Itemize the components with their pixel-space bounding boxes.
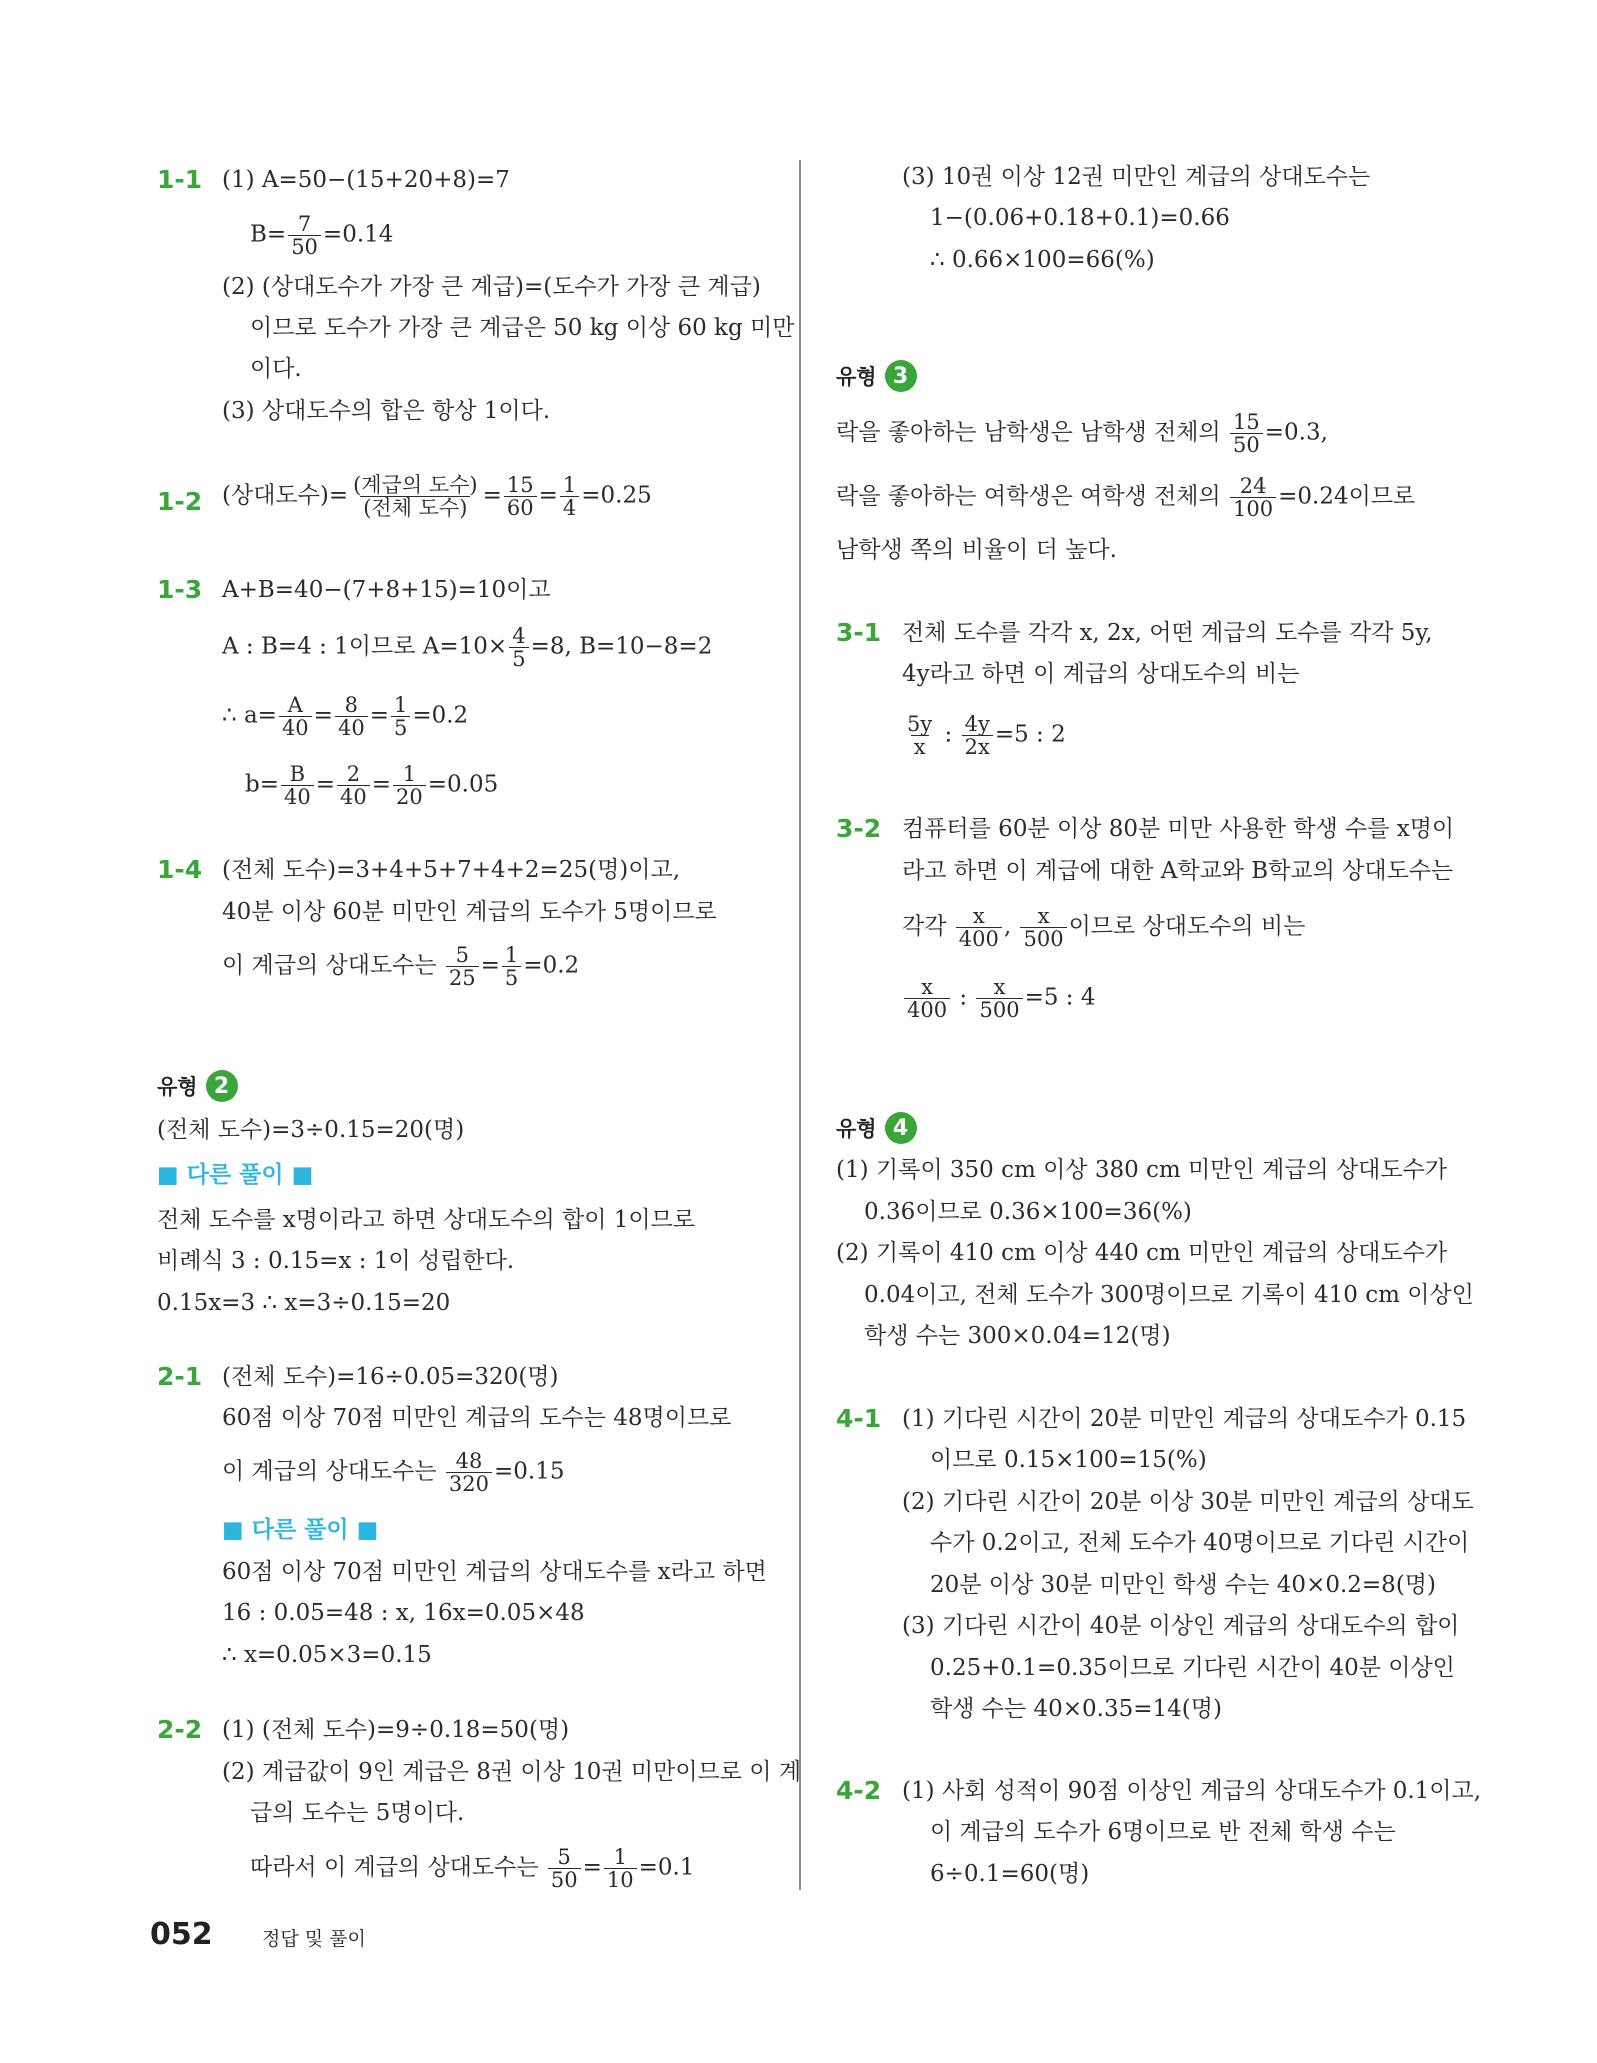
problem-number: 3-1	[836, 618, 882, 647]
formula-line	[836, 411, 1328, 456]
text: =0.1	[638, 1854, 695, 1881]
text-line: 0.15x=3 ∴ x=3÷0.15=20	[157, 1290, 451, 1316]
type-number-badge: 2	[206, 1070, 238, 1102]
text: (상대도수)=	[222, 482, 349, 509]
numerator: 1	[393, 693, 408, 717]
formula-line	[222, 625, 712, 670]
text: =0.2	[412, 702, 469, 729]
text: 이므로 상대도수의 비는	[1068, 913, 1306, 940]
text-line: 1−(0.06+0.18+0.1)=0.66	[930, 205, 1230, 231]
text: =	[582, 1854, 602, 1881]
denominator: 2x	[962, 735, 993, 758]
text-line: 남학생 쪽의 비율이 더 높다.	[836, 537, 1117, 563]
denominator: 40	[335, 716, 368, 739]
denominator: 40	[281, 785, 314, 808]
numerator: 2	[346, 762, 361, 786]
fraction	[446, 944, 479, 989]
numerator: 4y	[964, 712, 990, 736]
text: =0.25	[581, 482, 652, 509]
text-line: 이므로 0.15×100=15(%)	[930, 1447, 1207, 1473]
denominator: 25	[446, 966, 479, 989]
fraction	[391, 694, 410, 739]
numerator: B	[289, 762, 306, 786]
denominator: 50	[288, 235, 321, 258]
fraction	[904, 713, 935, 758]
problem-number: 2-1	[157, 1362, 203, 1391]
fraction	[446, 1450, 492, 1495]
denominator: 40	[337, 785, 370, 808]
fraction	[976, 976, 1022, 1021]
text-line: (3) 10권 이상 12권 미만인 계급의 상대도수는	[902, 164, 1371, 190]
text: B=	[250, 221, 287, 248]
numerator: 1	[504, 943, 519, 967]
numerator: x	[921, 975, 933, 999]
text: =0.15	[494, 1458, 565, 1485]
text-line: (전체 도수)=3+4+5+7+4+2=25(명)이고,	[222, 857, 681, 883]
text-line: 20분 이상 30분 미만인 학생 수는 40×0.2=8(명)	[930, 1572, 1436, 1598]
fraction	[337, 763, 370, 808]
problem-number: 3-2	[836, 814, 882, 843]
denominator: 5	[509, 647, 528, 670]
text: 이 계급의 상대도수는	[222, 952, 444, 979]
text-line: 60점 이상 70점 미만인 계급의 상대도수를 x라고 하면	[222, 1559, 767, 1585]
fraction	[560, 474, 579, 519]
text: 락을 좋아하는 여학생은 여학생 전체의	[836, 483, 1229, 510]
fraction	[1230, 411, 1263, 456]
fraction	[1020, 905, 1066, 950]
problem-number: 4-2	[836, 1776, 882, 1805]
denominator: x	[911, 735, 929, 758]
numerator: 8	[344, 693, 358, 717]
text-line: (2) 기록이 410 cm 이상 440 cm 미만인 계급의 상대도수가	[836, 1240, 1448, 1266]
type-heading	[836, 1112, 917, 1144]
text-line: 학생 수는 300×0.04=12(명)	[864, 1323, 1171, 1349]
fraction	[962, 713, 993, 758]
text-line: (1) 기다린 시간이 20분 미만인 계급의 상대도수가 0.15	[902, 1406, 1467, 1432]
text-line: 수가 0.2이고, 전체 도수가 40명이므로 기다린 시간이	[930, 1530, 1470, 1556]
denominator: 5	[502, 966, 521, 989]
text-line: 60점 이상 70점 미만인 계급의 도수는 48명이므로	[222, 1405, 732, 1431]
text: ,	[1003, 913, 1019, 940]
problem-number: 1-3	[157, 575, 203, 604]
problem-number: 1-4	[157, 855, 203, 884]
text-line: 0.04이고, 전체 도수가 300명이므로 기록이 410 cm 이상인	[864, 1282, 1474, 1308]
text: =	[369, 702, 389, 729]
type-label: 유형	[836, 365, 877, 389]
fraction	[288, 213, 321, 258]
denominator: 20	[393, 785, 426, 808]
denominator: 5	[391, 716, 410, 739]
numerator: x	[1037, 904, 1050, 928]
text: 따라서 이 계급의 상대도수는	[250, 1854, 546, 1881]
numerator: (계급의 도수)	[353, 473, 478, 497]
numerator: 24	[1239, 474, 1267, 498]
text-line: 6÷0.1=60(명)	[930, 1861, 1090, 1887]
numerator: A	[287, 693, 303, 717]
formula-line	[245, 763, 498, 808]
text-line: 이므로 도수가 가장 큰 계급은 50 kg 이상 60 kg 미만	[250, 315, 795, 341]
formula-line	[902, 713, 1066, 758]
numerator: x	[972, 904, 985, 928]
numerator: 15	[1233, 410, 1260, 434]
denominator: 40	[279, 716, 312, 739]
numerator: 1	[613, 1845, 627, 1869]
fraction	[350, 474, 481, 519]
denominator: 400	[904, 998, 950, 1021]
fraction	[956, 905, 1002, 950]
fraction	[502, 944, 521, 989]
text: 이 계급의 상대도수는	[222, 1458, 444, 1485]
text: =	[315, 771, 336, 798]
text-line: 라고 하면 이 계급에 대한 A학교와 B학교의 상대도수는	[902, 858, 1454, 884]
formula-line	[902, 976, 1095, 1021]
text-line: 16 : 0.05=48 : x, 16x=0.05×48	[222, 1600, 585, 1626]
fraction	[393, 763, 426, 808]
text-line: 컴퓨터를 60분 이상 80분 미만 사용한 학생 수를 x명이	[902, 816, 1455, 842]
text-line: (전체 도수)=3÷0.15=20(명)	[157, 1117, 465, 1143]
text-line: 0.36이므로 0.36×100=36(%)	[864, 1199, 1192, 1225]
text: =0.24이므로	[1278, 483, 1416, 510]
denominator: 60	[504, 496, 537, 519]
text-line: (1) (전체 도수)=9÷0.18=50(명)	[222, 1717, 570, 1743]
numerator: 4	[512, 624, 526, 648]
denominator: 100	[1230, 497, 1276, 520]
text-line: 전체 도수를 x명이라고 하면 상대도수의 합이 1이므로	[157, 1207, 696, 1233]
denominator: 320	[446, 1472, 492, 1495]
text-line: 4y라고 하면 이 계급의 상대도수의 비는	[902, 661, 1300, 687]
alt-solution-heading: ■ 다른 풀이 ■	[222, 1517, 379, 1543]
denominator: 400	[956, 927, 1002, 950]
text-line: 급의 도수는 5명이다.	[250, 1800, 465, 1826]
text: ∴ a=	[222, 702, 277, 729]
fraction	[604, 1846, 637, 1891]
text-line: (2) 기다린 시간이 20분 이상 30분 미만인 계급의 상대도	[902, 1489, 1474, 1515]
text-line: (전체 도수)=16÷0.05=320(명)	[222, 1364, 559, 1390]
denominator: (전체 도수)	[360, 496, 470, 519]
page-number: 052	[150, 1917, 213, 1952]
fraction	[548, 1846, 581, 1891]
text-line: 40분 이상 60분 미만인 계급의 도수가 5명이므로	[222, 899, 717, 925]
numerator: 7	[297, 212, 312, 236]
alt-solution-heading: ■ 다른 풀이 ■	[157, 1162, 314, 1188]
text: =	[371, 771, 392, 798]
text-line: A+B=40−(7+8+15)=10이고	[222, 577, 551, 603]
numerator: 1	[402, 762, 417, 786]
formula-line	[222, 694, 468, 739]
text-line: (1) 사회 성적이 90점 이상인 계급의 상대도수가 0.1이고,	[902, 1778, 1482, 1804]
type-label: 유형	[157, 1075, 198, 1099]
type-heading	[836, 360, 917, 392]
text: =0.14	[322, 221, 394, 248]
text-line: (1) A=50−(15+20+8)=7	[222, 167, 510, 193]
column-divider	[799, 160, 801, 1890]
text: 락을 좋아하는 남학생은 남학생 전체의	[836, 419, 1229, 446]
text: =5 : 4	[1024, 984, 1096, 1011]
numerator: 1	[562, 473, 577, 497]
text-line: 이 계급의 도수가 6명이므로 반 전체 학생 수는	[930, 1819, 1396, 1845]
type-heading	[157, 1070, 238, 1102]
text: 각각	[902, 913, 954, 940]
text: =	[538, 482, 558, 509]
text-line: (1) 기록이 350 cm 이상 380 cm 미만인 계급의 상대도수가	[836, 1157, 1448, 1183]
formula-line	[222, 474, 652, 519]
fraction	[1230, 475, 1276, 520]
denominator: 10	[604, 1868, 637, 1891]
text-line: (3) 기다린 시간이 40분 이상인 계급의 상대도수의 합이	[902, 1613, 1460, 1639]
text-line: (2) (상대도수가 가장 큰 계급)=(도수가 가장 큰 계급)	[222, 274, 761, 300]
fraction	[335, 694, 368, 739]
text-line: (2) 계급값이 9인 계급은 8권 이상 10권 미만이므로 이 계	[222, 1759, 802, 1785]
text-line: (3) 상대도수의 합은 항상 1이다.	[222, 398, 551, 424]
numerator: 48	[455, 1449, 483, 1473]
type-number-badge: 3	[885, 360, 917, 392]
problem-number: 2-2	[157, 1715, 203, 1744]
fraction	[509, 625, 528, 670]
text: b=	[245, 771, 279, 798]
fraction	[504, 474, 537, 519]
text: :	[952, 984, 975, 1011]
problem-number: 4-1	[836, 1404, 882, 1433]
denominator: 500	[1020, 927, 1066, 950]
type-number-badge: 4	[885, 1112, 917, 1144]
formula-line	[836, 475, 1415, 520]
text: =8, B=10−8=2	[530, 633, 713, 660]
problem-number: 1-2	[157, 487, 203, 516]
text: =0.05	[427, 771, 499, 798]
numerator: 5y	[907, 712, 933, 736]
text: =	[313, 702, 333, 729]
page-footer-label: 정답 및 풀이	[262, 1928, 366, 1950]
text: =	[480, 952, 500, 979]
formula-line	[250, 1846, 694, 1891]
numerator: 5	[557, 1845, 571, 1869]
denominator: 500	[976, 998, 1022, 1021]
problem-number: 1-1	[157, 165, 203, 194]
text-line: ∴ x=0.05×3=0.15	[222, 1642, 432, 1668]
text: =5 : 2	[994, 721, 1066, 748]
text: =	[482, 482, 502, 509]
text-line: 학생 수는 40×0.35=14(명)	[930, 1696, 1222, 1722]
denominator: 50	[1230, 433, 1263, 456]
formula-line	[250, 213, 393, 258]
denominator: 50	[548, 1868, 581, 1891]
fraction	[279, 694, 312, 739]
text-line: 이다.	[250, 356, 302, 382]
numerator: x	[993, 975, 1006, 999]
text: :	[937, 721, 960, 748]
text-line: ∴ 0.66×100=66(%)	[930, 247, 1155, 273]
numerator: 5	[455, 943, 469, 967]
type-label: 유형	[836, 1117, 877, 1141]
formula-line	[902, 905, 1305, 950]
text: =0.3,	[1264, 419, 1328, 446]
text-line: 전체 도수를 각각 x, 2x, 어떤 계급의 도수를 각각 5y,	[902, 620, 1433, 646]
formula-line	[222, 944, 579, 989]
text-line: 비례식 3 : 0.15=x : 1이 성립한다.	[157, 1248, 515, 1274]
formula-line	[222, 1450, 564, 1495]
text-line: 0.25+0.1=0.35이므로 기다린 시간이 40분 이상인	[930, 1655, 1455, 1681]
text: =0.2	[523, 952, 580, 979]
fraction	[904, 976, 950, 1021]
numerator: 15	[506, 473, 534, 497]
fraction	[281, 763, 314, 808]
text: A : B=4 : 1이므로 A=10×	[222, 633, 508, 660]
denominator: 4	[560, 496, 579, 519]
